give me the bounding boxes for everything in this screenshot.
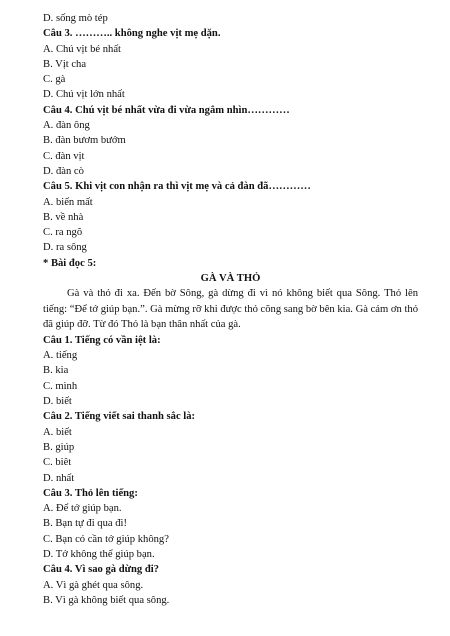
answer-option: A. Chú vịt bé nhất (43, 43, 121, 55)
answer-option: A. tiếng (43, 350, 78, 362)
story-title: GÀ VÀ THỎ (200, 273, 261, 285)
reading-question-3: Câu 3. Thỏ lên tiếng: (43, 487, 138, 499)
answer-option: B. đàn bươm bướm (43, 135, 126, 147)
question-4: Câu 4. Chú vịt bé nhất vừa đi vừa ngắm nhìn………… (43, 104, 290, 116)
answer-option: C. gà (43, 74, 66, 86)
answer-option: C. biêt (43, 457, 72, 469)
story-passage: Gà và thỏ đi xa. Đến bờ Sông, gà dừng đi vì nó không biết qua Sông. Thỏ lên tiếng: “Để tớ giúp bạn.”. Gà mừng rỡ khi được thỏ cõng sang bờ bên kia. Gà cảm ơn thỏ đã giúp đỡ. Từ đó Thỏ là bạn thân nhất của gà. (43, 288, 418, 331)
answer-option: B. Vịt cha (43, 58, 87, 70)
answer-option: A. biết (43, 426, 72, 438)
answer-option: C. mình (43, 380, 78, 392)
answer-option: C. Bạn có cần tớ giúp không? (43, 533, 169, 545)
answer-option: D. ra sông (43, 242, 87, 254)
answer-option: D. nhất (43, 472, 75, 484)
question-5: Câu 5. Khi vịt con nhận ra thì vịt mẹ và cả đàn đã………… (43, 181, 311, 193)
answer-option: B. kia (43, 365, 69, 377)
answer-option: B. về nhà (43, 211, 84, 223)
answer-option: C. đàn vịt (43, 150, 85, 162)
answer-option: B. Bạn tự đi qua đi! (43, 518, 128, 530)
reading-question-1: Câu 1. Tiếng có vần iệt là: (43, 334, 161, 346)
answer-option: A. Để tớ giúp bạn. (43, 503, 122, 515)
reading-question-4: Câu 4. Vì sao gà dừng đi? (43, 564, 159, 576)
answer-option: D. biết (43, 396, 72, 408)
answer-option: B. giúp (43, 441, 75, 453)
reading-heading: * Bài đọc 5: (43, 257, 97, 269)
worksheet-page (43, 11, 418, 608)
answer-option: D. Tớ không thể giúp bạn. (43, 549, 155, 560)
answer-option: A. Vì gà ghét qua sông. (43, 579, 144, 591)
answer-option: A. biến mất (43, 196, 93, 208)
answer-option: B. Vì gà không biết qua sông. (43, 594, 170, 606)
question-3: Câu 3. ……….. không nghe vịt mẹ dặn. (43, 28, 221, 40)
answer-option: D. sống mò tép (43, 13, 108, 24)
answer-option: D. đàn cò (43, 165, 84, 177)
reading-question-2: Câu 2. Tiếng viết sai thanh sắc là: (43, 411, 196, 423)
answer-option: C. ra ngõ (43, 227, 83, 239)
answer-option: D. Chú vịt lớn nhất (43, 89, 125, 101)
answer-option: A. đàn ông (43, 120, 90, 132)
